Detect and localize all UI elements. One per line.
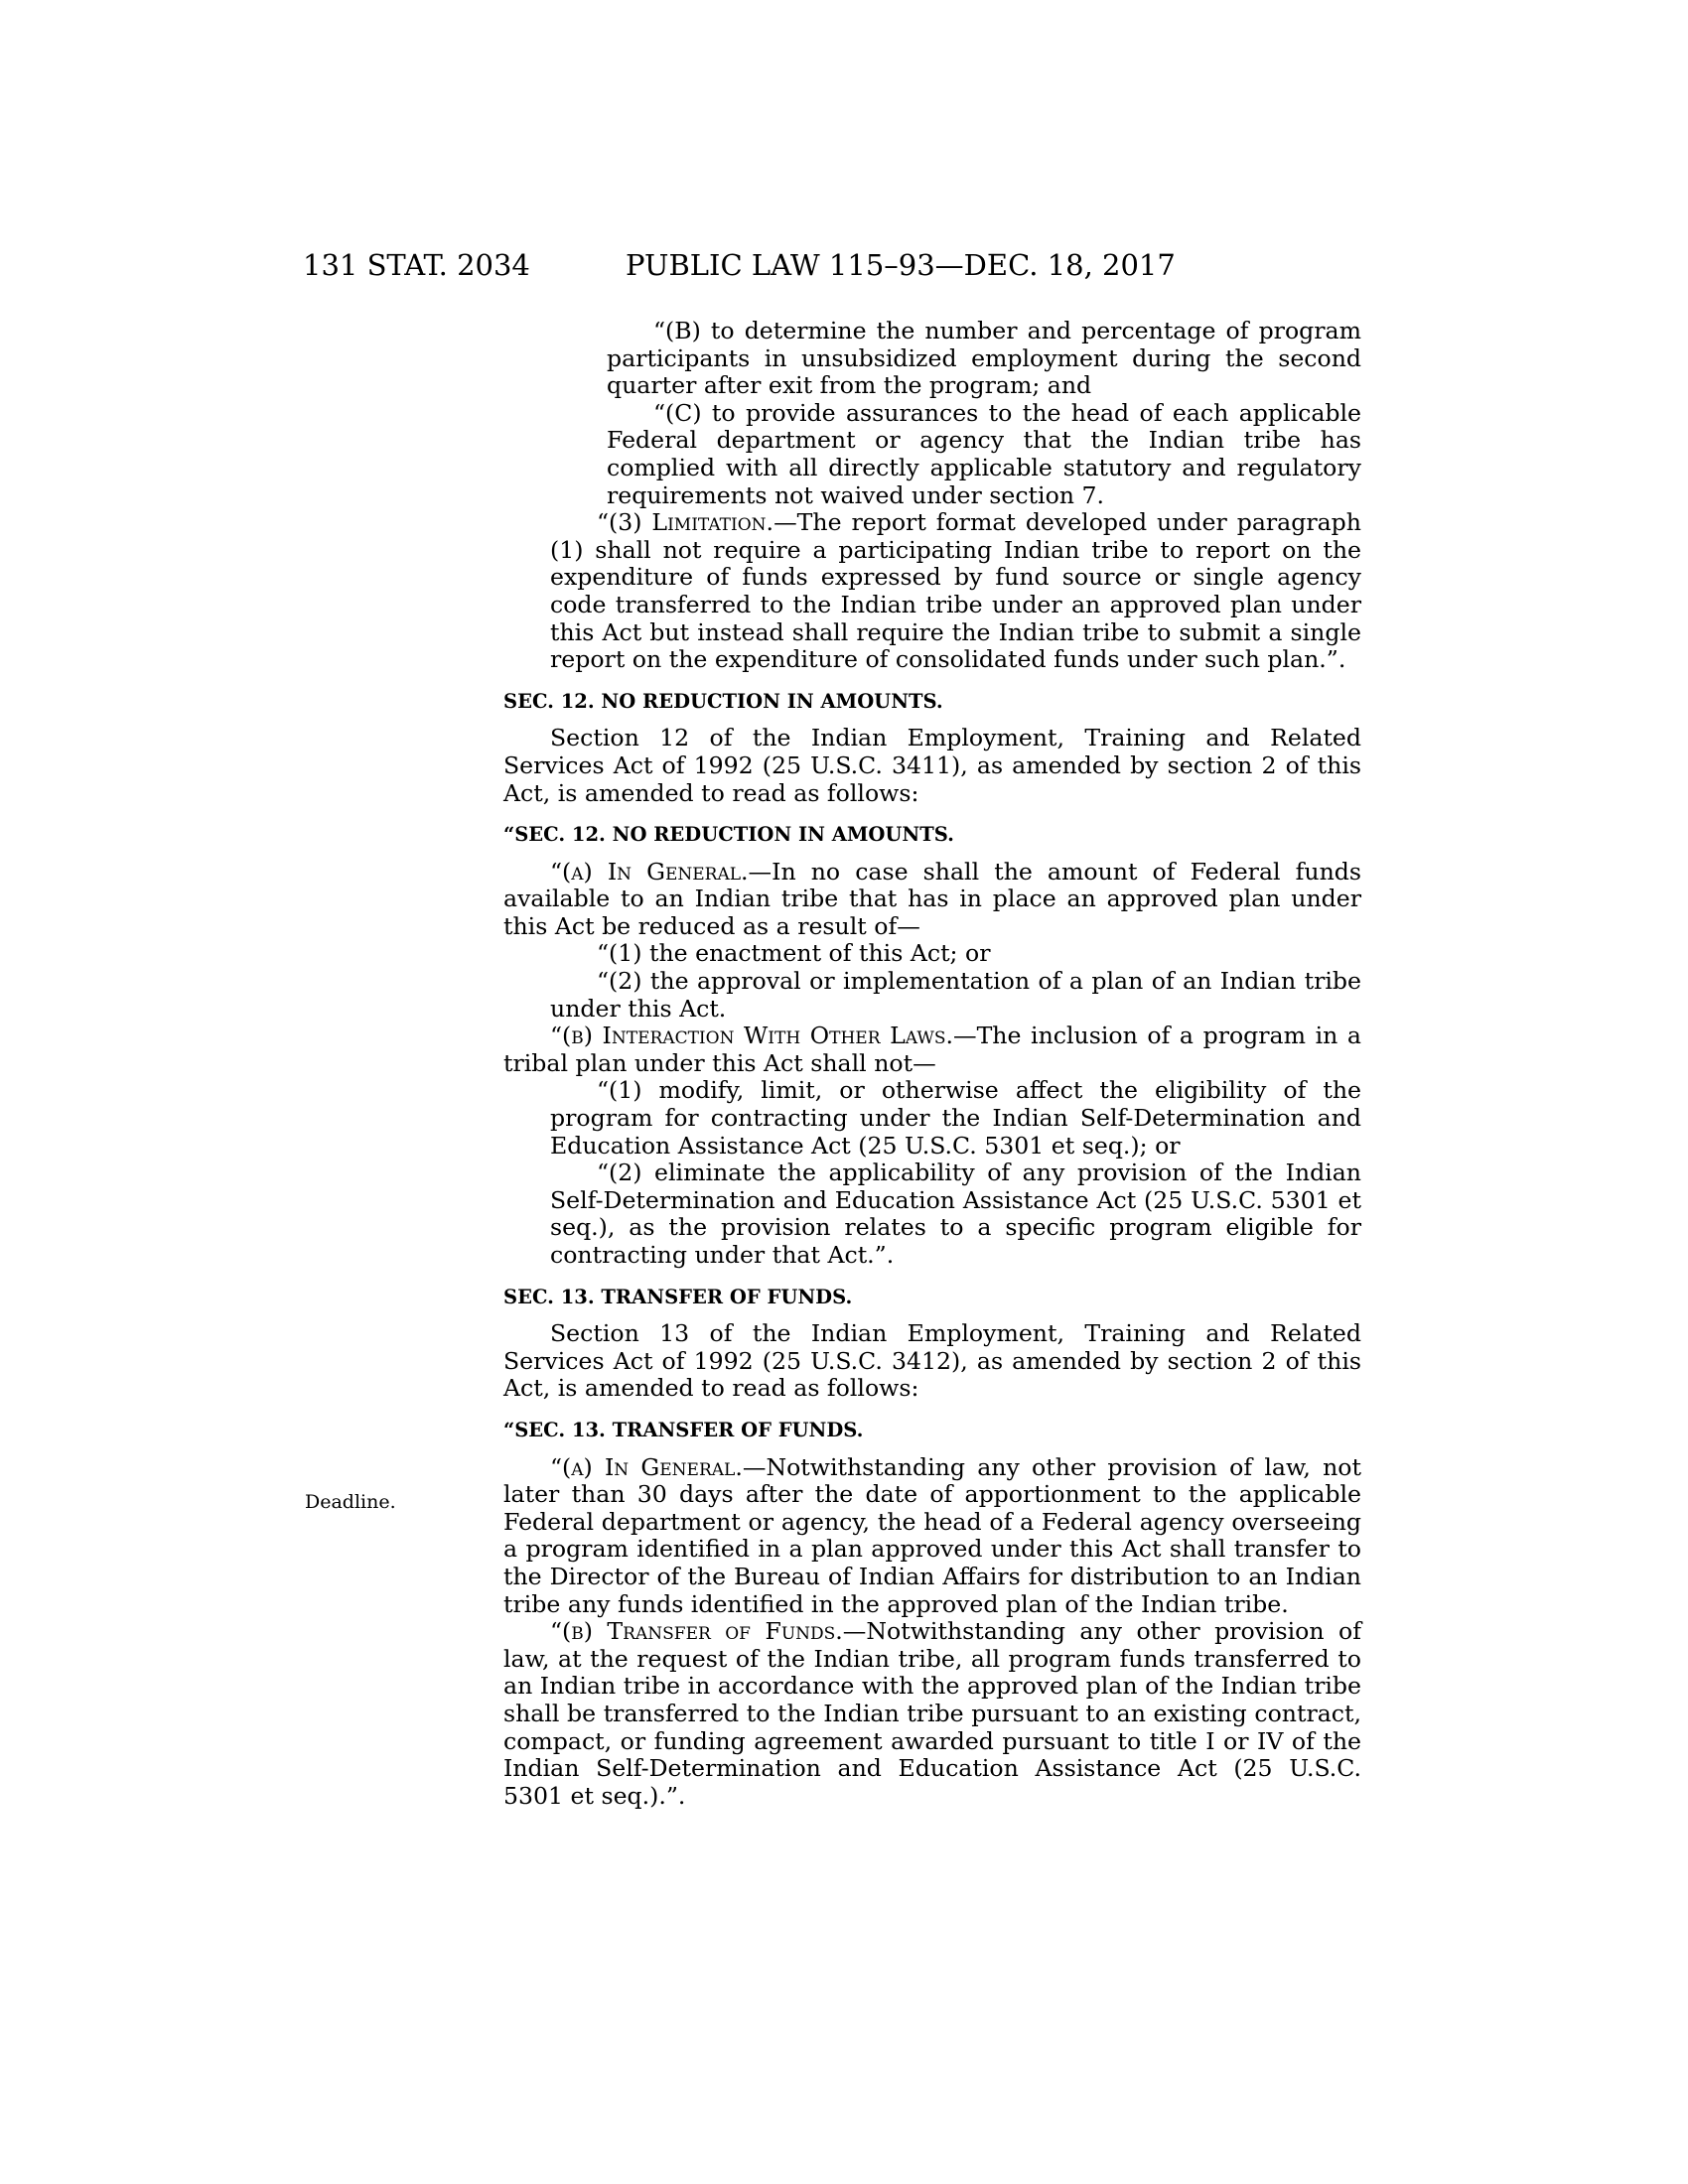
sec12-a-heading: “(a) In General. <box>550 857 749 886</box>
sec12-subsection-a <box>503 859 1361 941</box>
limitation-text: —The report format developed under paragraph (1) shall not require a participating Indian tribe to report on the expenditure of funds expressed by fund source or single agency code transferred to the Indian tribe under an approved plan under this Act but instead shall require the Indian tribe to submit a single report on the expenditure of consolidated funds under such plan.”. <box>550 508 1361 674</box>
paragraph-b: “(B) to determine the number and percentage of program participants in unsubsidized employment during the second quarter after exit from the program; and <box>607 317 1361 400</box>
sec13-a-heading: “(a) In General. <box>550 1452 743 1481</box>
sec13-b-text: —Notwithstanding any other provision of law, at the request of the Indian tribe, all program funds transferred to an Indian tribe in accordance with the approved plan of the Indian tribe shall be transferred to the Indian tribe pursuant to an existing contract, compact, or funding agreement awarded pursuant to title I or IV of the Indian Self-Determination and Education Assistance Act (25 U.S.C. 5301 et seq.).”. <box>503 1617 1361 1810</box>
public-law-line: PUBLIC LAW 115–93—DEC. 18, 2017 <box>626 248 1176 282</box>
sec13-b-heading: “(b) Transfer of Funds. <box>550 1617 843 1646</box>
sec12-b2: “(2) eliminate the applicability of any provision of the Indian Self-Determination and Education Assistance Act (25 U.S.C. 5301 et seq.), as the provision relates to a specific program eligible for contracting under that Act.”. <box>550 1159 1361 1269</box>
sec12-intro: Section 12 of the Indian Employment, Training and Related Services Act of 1992 (25 U.S.C. 3411), as amended by section 2 of this Act, is amended to read as follows: <box>503 724 1361 807</box>
sec13-heading: SEC. 13. TRANSFER OF FUNDS. <box>503 1285 853 1308</box>
sec13-subsection-a <box>503 1454 1361 1619</box>
paragraph-limitation <box>550 509 1361 674</box>
sec12-b-heading: “(b) Interaction With Other Laws. <box>550 1022 953 1050</box>
document-body <box>503 318 1361 1810</box>
limitation-heading: “(3) Limitation. <box>597 508 774 537</box>
sec13-quoted-heading: “SEC. 13. TRANSFER OF FUNDS. <box>503 1418 864 1441</box>
sec12-quoted-heading: “SEC. 12. NO REDUCTION IN AMOUNTS. <box>503 823 954 847</box>
sec12-a1: “(1) the enactment of this Act; or <box>597 939 991 968</box>
sec12-heading: SEC. 12. NO REDUCTION IN AMOUNTS. <box>503 689 943 713</box>
paragraph-c: “(C) to provide assurances to the head of each applicable Federal department or agency that the Indian tribe has complied with all directly applicable statutory and regulatory requirements not waived under section 7. <box>607 398 1361 509</box>
sec12-a2: “(2) the approval or implementation of a plan of an Indian tribe under this Act. <box>550 967 1361 1023</box>
sec12-b-text: —The inclusion of a program in a tribal plan under this Act shall not— <box>503 1022 1361 1077</box>
sec12-subsection-b <box>503 1023 1361 1077</box>
sec13-subsection-b <box>503 1618 1361 1810</box>
sec13-intro: Section 13 of the Indian Employment, Training and Related Services Act of 1992 (25 U.S.C. 3412), as amended by section 2 of this Act, is amended to read as follows: <box>503 1319 1361 1403</box>
stat-page-number: 131 STAT. 2034 <box>303 248 530 282</box>
sec12-a-text: —In no case shall the amount of Federal funds available to an Indian tribe that has in place an approved plan under this Act be reduced as a result of— <box>503 857 1361 940</box>
sec13-a-text: —Notwithstanding any other provision of law, not later than 30 days after the date of apportionment to the applicable Federal department or agency, the head of a Federal agency overseeing a program identified in a plan approved under this Act shall transfer to the Director of the Bureau of Indian Affairs for distribution to an Indian tribe any funds identified in the approved plan of the Indian tribe. <box>503 1452 1361 1618</box>
page-header <box>0 248 1688 288</box>
sec12-b1: “(1) modify, limit, or otherwise affect the eligibility of the program for contracting under the Indian Self-Determination and Education Assistance Act (25 U.S.C. 5301 et seq.); or <box>550 1076 1361 1160</box>
margin-note-deadline: Deadline. <box>305 1491 396 1513</box>
